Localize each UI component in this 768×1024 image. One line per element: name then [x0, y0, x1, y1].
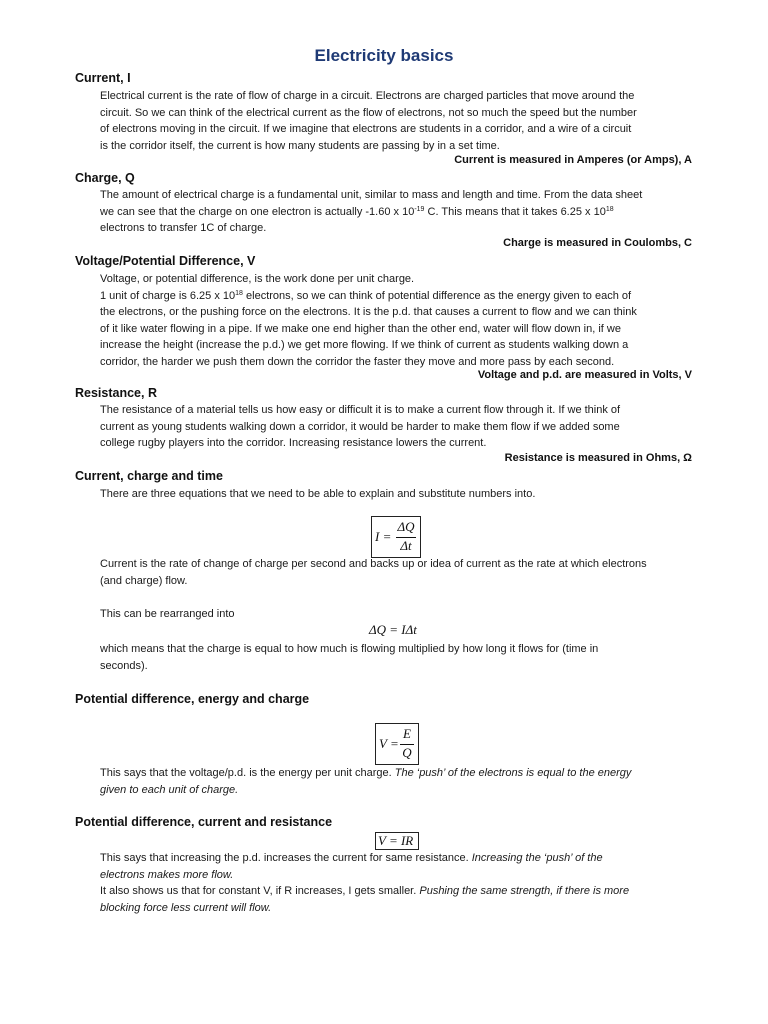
heading-pd-energy-charge: Potential difference, energy and charge	[75, 692, 310, 706]
equation-current-charge-time	[371, 516, 421, 558]
paragraph-current	[100, 88, 693, 154]
text-line	[100, 288, 693, 305]
text-span: electrons, so we can think of potential difference as the energy given to each of	[242, 289, 632, 302]
text-line: the electrons, or the pushing force on the electrons. It is the p.d. that causes a current to flow and we can think	[100, 306, 637, 318]
text-line	[100, 782, 693, 799]
text-line	[100, 765, 693, 782]
equation-numerator: ΔQ	[397, 519, 415, 534]
superscript: 18	[605, 205, 614, 213]
unit-voltage: Voltage and p.d. are measured in Volts, V	[477, 369, 692, 381]
italic-span: The ‘push’ of the electrons is equal to the energy	[394, 767, 632, 779]
text-line	[100, 900, 693, 917]
text-line: of it like water flowing in a pipe. If we make one end higher than the other end, water will flow down in, if we	[100, 322, 621, 335]
text-line: which means that the charge is equal to how much is flowing multiplied by how long it flows for (time in	[100, 643, 599, 655]
unit-charge: Charge is measured in Coulombs, C	[503, 237, 692, 249]
text-span: This says that the voltage/p.d. is the energy per unit charge.	[100, 767, 395, 779]
text-span: C. This means that it takes 6.25 x 10	[424, 205, 606, 218]
equation-denominator: Q	[402, 745, 412, 760]
paragraph-pd-energy	[100, 765, 693, 798]
equation-voltage-energy	[375, 723, 419, 765]
equation-numerator: E	[403, 726, 411, 741]
paragraph-charge	[100, 187, 693, 237]
superscript: -19	[414, 205, 425, 213]
text-line: current as young students walking down a corridor, it would be harder to make them flow if we added some	[100, 420, 620, 433]
unit-current: Current is measured in Amperes (or Amps), A	[454, 154, 692, 166]
text-line: of electrons moving in the circuit. If we imagine that electrons are students in a corridor, and a wire of a circuit	[100, 123, 632, 135]
italic-span: Increasing the ‘push’ of the	[471, 852, 603, 864]
text-line: corridor, the harder we push them down the corridor the faster they move and more pass by each second.	[100, 355, 615, 368]
text-line: electrons to transfer 1C of charge.	[100, 222, 267, 234]
paragraph-charge-meaning	[100, 641, 693, 674]
text-line: seconds).	[100, 659, 148, 672]
text-line: The amount of electrical charge is a fundamental unit, similar to mass and length and time. From the data sheet	[100, 189, 643, 201]
superscript: 18	[235, 289, 243, 297]
equation-denominator: Δt	[400, 538, 412, 553]
text-span: we can see that the charge on one electron is actually -1.60 x 10	[100, 205, 415, 218]
heading-pd-current-resistance: Potential difference, current and resistance	[75, 815, 333, 829]
equation-lhs: I =	[375, 529, 392, 544]
text-line: college rugby players into the corridor. Increasing resistance lowers the current.	[100, 437, 487, 449]
italic-span: given to each unit of charge.	[100, 783, 239, 796]
text-line: is the corridor itself, the current is how many students are passing by in a set time.	[100, 139, 500, 152]
paragraph-current-rate	[100, 556, 693, 589]
paragraph-ohms-law	[100, 850, 693, 916]
equation-charge: ΔQ = IΔt	[369, 622, 417, 637]
italic-span: Pushing the same strength, if there is more	[419, 885, 630, 897]
equation-text: V = IR	[378, 833, 414, 848]
heading-current-charge-time: Current, charge and time	[75, 469, 223, 483]
heading-charge: Charge, Q	[75, 171, 135, 185]
text-line	[100, 867, 693, 884]
text-line: Current is the rate of change of charge per second and backs up or idea of current as the rate at which electrons	[100, 558, 647, 570]
text-line: The resistance of a material tells us how easy or difficult it is to make a current flow through it. If we think of	[100, 404, 621, 416]
paragraph-voltage	[100, 271, 693, 370]
text-line: (and charge) flow.	[100, 574, 188, 587]
rearrange-text: This can be rearranged into	[100, 608, 235, 620]
paragraph-resistance	[100, 402, 693, 452]
text-line	[100, 850, 693, 867]
unit-resistance: Resistance is measured in Ohms, Ω	[504, 452, 692, 464]
text-line: Electrical current is the rate of flow of charge in a circuit. Electrons are charged particles that move around the	[100, 90, 635, 102]
intro-equations: There are three equations that we need to be able to explain and substitute numbers into.	[100, 488, 536, 500]
italic-span: electrons makes more flow.	[100, 868, 234, 881]
heading-resistance: Resistance, R	[75, 386, 157, 400]
text-span: 1 unit of charge is 6.25 x 10	[100, 289, 236, 302]
page-title: Electricity basics	[314, 46, 454, 65]
heading-current: Current, I	[75, 71, 131, 85]
equation-ohms-law	[375, 832, 419, 850]
text-line: Voltage, or potential difference, is the work done per unit charge.	[100, 273, 415, 285]
text-line: circuit. So we can think of the electrical current as the flow of electrons, not so much the speed but the number	[100, 106, 637, 119]
equation-lhs: V =	[379, 736, 399, 751]
text-span: This says that increasing the p.d. increases the current for same resistance.	[100, 852, 472, 864]
text-line	[100, 883, 693, 900]
italic-span: blocking force less current will flow.	[100, 901, 272, 914]
text-span: It also shows us that for constant V, if R increases, I gets smaller.	[100, 885, 420, 897]
text-line: increase the height (increase the p.d.) we get more flowing. If we think of current as students walking down a	[100, 339, 629, 351]
heading-voltage: Voltage/Potential Difference, V	[75, 254, 256, 268]
text-line	[100, 204, 693, 221]
